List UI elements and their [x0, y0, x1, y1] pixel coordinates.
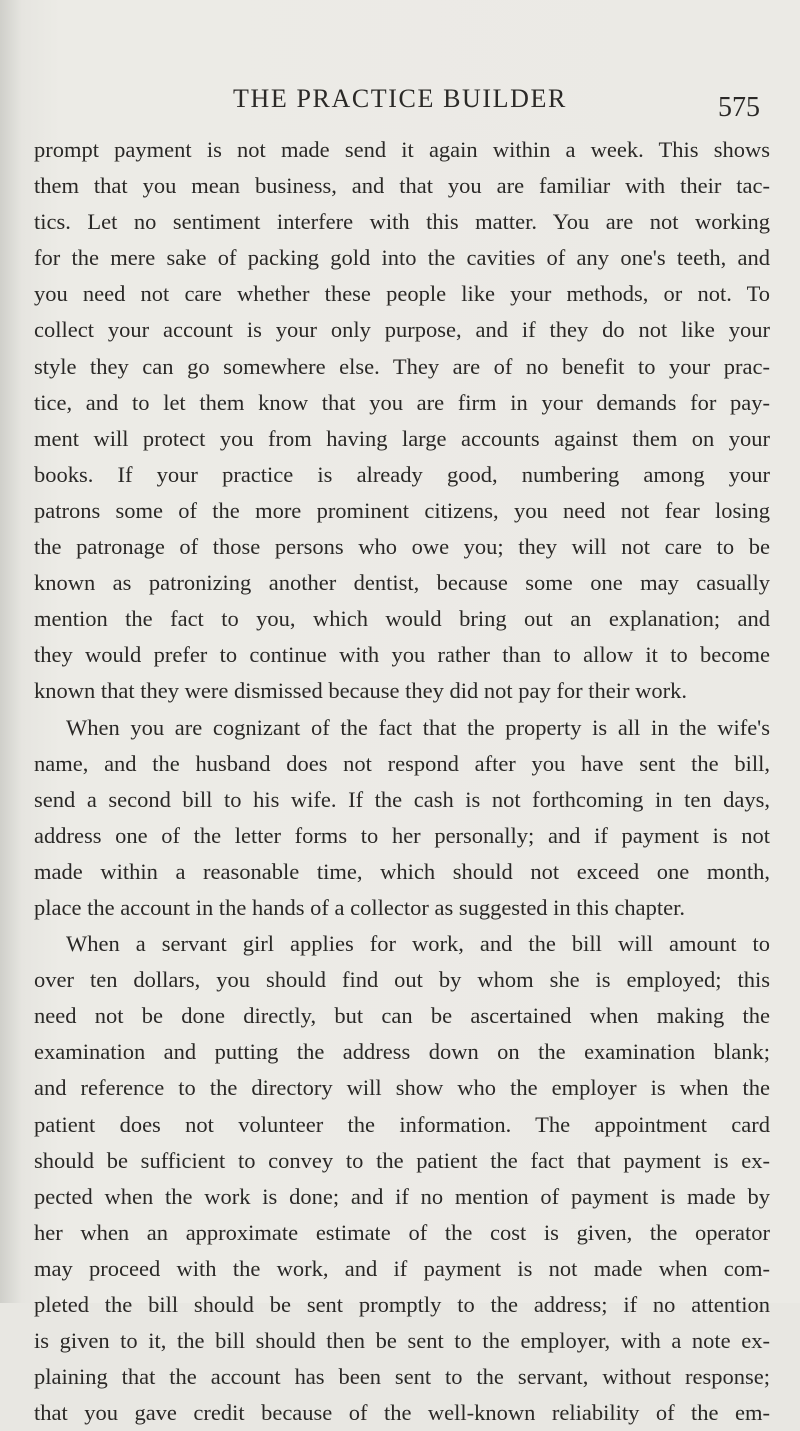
text-line: mention the fact to you, which would bring out an explanation; and: [34, 606, 770, 632]
text-line: you need not care whether these people like your methods, or not. To: [34, 281, 770, 307]
text-line: books. If your practice is already good, numbering among your: [34, 461, 770, 487]
text-line: patient does not volunteer the information. The appointment card: [34, 1111, 770, 1137]
text-line: the patronage of those persons who owe you; they will not care to be: [34, 534, 770, 560]
text-line: pleted the bill should be sent promptly to the address; if no attention: [34, 1292, 770, 1317]
text-line: known as patronizing another dentist, because some one may casually: [34, 570, 770, 596]
text-line: address one of the letter forms to her personally; and if payment is not: [34, 822, 770, 848]
text-line: known that they were dismissed because they did not pay for their work.: [34, 678, 687, 704]
text-line: is given to it, the bill should then be sent to the employer, with a note ex-: [34, 1328, 770, 1354]
text-line: name, and the husband does not respond after you have sent the bill,: [34, 750, 770, 776]
page-number: 575: [718, 92, 760, 123]
text-line: plaining that the account has been sent to the servant, without response;: [34, 1364, 770, 1390]
text-line: When you are cognizant of the fact that the property is all in the wife's: [66, 714, 770, 740]
text-line: pected when the work is done; and if no mention of payment is made by: [34, 1183, 770, 1209]
text-line: need not be done directly, but can be ascertained when making the: [34, 1003, 770, 1029]
text-line: for the mere sake of packing gold into the cavities of any one's teeth, and: [34, 245, 770, 271]
text-line: and reference to the directory will show who the employer is when the: [34, 1075, 770, 1101]
text-line: made within a reasonable time, which should not exceed one month,: [34, 858, 770, 884]
text-line: them that you mean business, and that you are familiar with their tac-: [34, 173, 770, 199]
text-line: collect your account is your only purpose, and if they do not like your: [34, 317, 770, 343]
text-line: may proceed with the work, and if payment is not made when com-: [34, 1255, 770, 1281]
text-line: they would prefer to continue with you rather than to allow it to become: [34, 642, 770, 668]
body-text: [34, 132, 770, 1431]
text-line: place the account in the hands of a collector as suggested in this chapter.: [34, 894, 686, 920]
text-line: ment will protect you from having large accounts against them on your: [34, 425, 770, 451]
text-line: should be sufficient to convey to the patient the fact that payment is ex-: [34, 1147, 770, 1173]
text-line: patrons some of the more prominent citizens, you need not fear losing: [34, 497, 770, 523]
running-head: THE PRACTICE BUILDER: [233, 84, 567, 113]
text-line: send a second bill to his wife. If the cash is not forthcoming in ten days,: [34, 786, 770, 812]
text-line: style they can go somewhere else. They are of no benefit to your prac-: [34, 353, 770, 379]
text-line: her when an approximate estimate of the cost is given, the operator: [34, 1219, 770, 1245]
text-line: over ten dollars, you should find out by whom she is employed; this: [34, 967, 770, 993]
text-line: prompt payment is not made send it again within a week. This shows: [34, 137, 770, 162]
text-line: tics. Let no sentiment interfere with this matter. You are not working: [34, 209, 770, 235]
text-line: that you gave credit because of the well-known reliability of the em-: [34, 1400, 770, 1426]
text-line: When a servant girl applies for work, and the bill will amount to: [66, 931, 770, 957]
text-line: tice, and to let them know that you are firm in your demands for pay-: [34, 389, 770, 415]
text-line: examination and putting the address down on the examination blank;: [34, 1039, 770, 1065]
